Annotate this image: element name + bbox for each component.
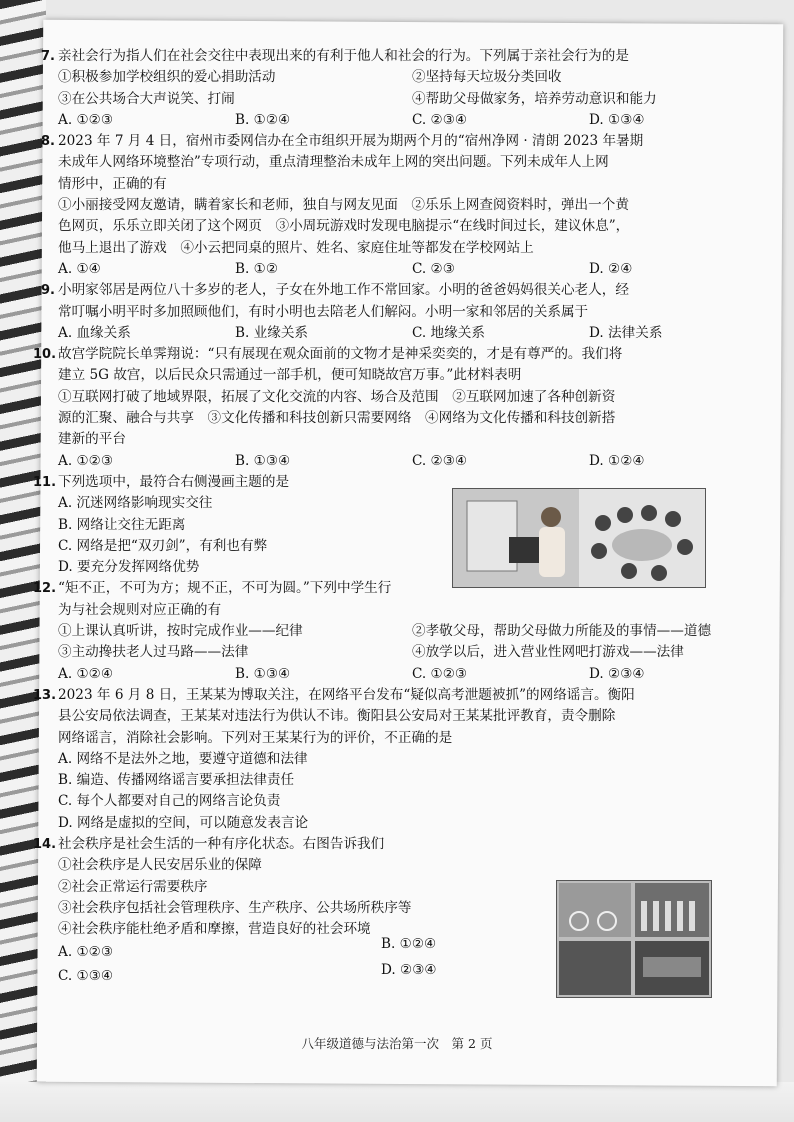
photo-bicycles [559, 883, 631, 937]
options-row [58, 960, 476, 987]
option-c: C. ②③④ [412, 111, 468, 128]
option-d: D. ①③④ [589, 111, 645, 128]
question-stem-line: 建立 5G 故宫，以后民众只需通过一部手机，便可知晓故宫万事。”此材料表明 [58, 367, 522, 384]
option-d: D. ①②④ [589, 452, 645, 469]
option-a: A. ①④ [58, 260, 101, 277]
statement-row [58, 89, 766, 110]
options-row [58, 110, 766, 131]
option-b: B. 网络让交往无距离 [58, 516, 186, 533]
question-stem-line: ①互联网打破了地域界限，拓展了文化交流的内容、场合及范围 ②互联网加速了各种创新资 [58, 388, 616, 405]
question-8 [41, 131, 766, 280]
question-number: 8. [41, 134, 55, 150]
option-c: C. ①③④ [58, 967, 114, 984]
option-a: A. ①②③ [58, 944, 114, 961]
option-b: B. ①②④ [381, 936, 437, 953]
question-stem: 亲社会行为指人们在社会交往中表现出来的有利于他人和社会的行为。下列属于亲社会行为的是 [58, 48, 629, 64]
question-stem-line: 2023 年 6 月 8 日，王某某为博取关注，在网络平台发布“疑似高考泄题被抓”的网络谣言。衡阳 [58, 686, 635, 703]
question-7 [41, 46, 766, 131]
question-number: 11. [33, 474, 57, 490]
option-c: C. 每个人都要对自己的网络言论负责 [58, 793, 281, 810]
question-stem-line: 故宫学院院长单霁翔说：“只有展现在观众面前的文物才是神采奕奕的，才是有尊严的。我们将 [58, 346, 623, 363]
option-a: A. ①②③ [58, 452, 114, 469]
machine [643, 957, 701, 977]
statement: ①社会秩序是人民安居乐业的保障 [58, 857, 262, 874]
question-number: 7. [41, 49, 55, 64]
question-stem-line: 源的汇聚、融合与共享 ③文化传播和科技创新只需要网络 ④网络为文化传播和科技创新搭 [58, 410, 616, 427]
question-13 [33, 685, 766, 834]
option-b: B. 编造、传播网络谣言要承担法律责任 [58, 772, 295, 789]
option-b: B. ①③④ [235, 665, 291, 682]
question-stem: 下列选项中，最符合右侧漫画主题的是 [58, 473, 290, 490]
question-stem-line: 色网页，乐乐立即关闭了这个网页 ③小周玩游戏时发现电脑提示“在线时间过长，建议休息”， [58, 218, 630, 235]
table [612, 529, 672, 561]
person-head [651, 565, 667, 581]
person-head [591, 543, 607, 559]
question-stem-line: 县公安局依法调查，王某某对违法行为供认不讳。衡阳县公安局对王某某批评教育，责令删除 [58, 708, 616, 725]
person-head [541, 507, 561, 527]
question-9 [41, 280, 766, 344]
options-row [58, 664, 766, 685]
person-head [665, 511, 681, 527]
option-b: B. ①② [235, 260, 279, 277]
statement: ③主动搀扶老人过马路——法律 [58, 644, 249, 661]
person [689, 901, 695, 931]
options-row [58, 323, 766, 344]
statement-row [58, 67, 766, 88]
comic-drawing [453, 489, 705, 587]
question-stem-line: 情形中，正确的有 [58, 175, 167, 192]
option-b: B. 业缘关系 [235, 324, 309, 341]
options-row [58, 451, 766, 472]
person [653, 901, 659, 931]
option-c: C. 地缘关系 [412, 324, 485, 341]
option-a: A. ①②③ [58, 111, 114, 128]
person-head [641, 505, 657, 521]
question-number: 13. [33, 687, 57, 703]
question-number: 12. [33, 581, 57, 597]
computer-screen [509, 537, 543, 563]
person [677, 901, 683, 931]
question-stem-line: 2023 年 7 月 4 日，宿州市委网信办在全市组织开展为期两个月的“宿州净网 · 清朗 2023 年暑期 [58, 133, 644, 150]
question-stem-line: ①小丽接受网友邀请，瞒着家长和老师，独自与网友见面 ②乐乐上网查阅资料时，弹出一个黄 [58, 197, 629, 214]
statement: ①上课认真听讲，按时完成作业——纪律 [58, 623, 303, 640]
statement-row [58, 642, 766, 663]
statement: ①积极参加学校组织的爱心捐助活动 [58, 69, 276, 86]
statement: ④社会秩序能杜绝矛盾和摩擦，营造良好的社会环境 [58, 921, 371, 938]
question-stem-line: 小明家邻居是两位八十多岁的老人，子女在外地工作不常回家。小明的爸爸妈妈很关心老人，经 [58, 282, 629, 299]
question-stem-line: 社会秩序是社会生活的一种有序化状态。右图告诉我们 [58, 835, 385, 852]
option-d: D. 网络是虚拟的空间，可以随意发表言论 [58, 814, 309, 831]
question-stem-line: 他马上退出了游戏 ④小云把同桌的照片、姓名、家庭住址等都发在学校网站上 [58, 239, 534, 256]
option-a: A. 血缘关系 [58, 324, 131, 341]
page-footer: 八年级道德与法治第一次 第 2 页 [301, 1036, 493, 1051]
person-body [539, 527, 565, 577]
option-d: D. 法律关系 [589, 324, 663, 341]
comic-illustration [452, 488, 706, 588]
option-a: A. 沉迷网络影响现实交往 [58, 495, 213, 512]
options-row [58, 259, 766, 280]
background-table [0, 1082, 794, 1122]
person-head [677, 539, 693, 555]
statement: ④帮助父母做家务，培养劳动意识和能力 [412, 90, 657, 107]
question-number: 10. [33, 347, 57, 363]
person-head [595, 515, 611, 531]
question-12 [33, 578, 766, 684]
question-10 [33, 344, 766, 472]
question-stem-line: 网络谣言，消除社会影响。下列对王某某行为的评价，不正确的是 [58, 729, 453, 746]
option-b: B. ①③④ [235, 452, 291, 469]
option-a: A. ①②④ [58, 665, 114, 682]
option-c: C. ①②③ [412, 665, 468, 682]
option-b: B. ①②④ [235, 111, 291, 128]
option-d: D. ②③④ [589, 665, 645, 682]
statement: ④放学以后，进入营业性网吧打游戏——法律 [412, 644, 684, 661]
option-d: D. ②④ [589, 260, 633, 277]
person [641, 901, 647, 931]
person [665, 901, 671, 931]
statement: ②坚持每天垃圾分类回收 [412, 69, 562, 86]
option-a: A. 网络不是法外之地，要遵守道德和法律 [58, 750, 308, 767]
option-d: D. 要充分发挥网络优势 [58, 559, 200, 576]
question-stem-line: 为与社会规则对应正确的有 [58, 601, 222, 618]
option-c: C. 网络是把“双刃剑”，有利也有弊 [58, 537, 268, 554]
person-head [617, 507, 633, 523]
statement: ③社会秩序包括社会管理秩序、生产秩序、公共场所秩序等 [58, 899, 412, 916]
question-stem-line: 建新的平台 [58, 431, 126, 448]
option-c: C. ②③④ [412, 452, 468, 469]
statement-row [58, 621, 766, 642]
photo-meeting [559, 941, 631, 995]
option-d: D. ②③④ [381, 961, 437, 978]
social-order-photos [556, 880, 712, 998]
statement: ②孝敬父母，帮助父母做力所能及的事情——道德 [412, 623, 712, 640]
question-stem-line: 常叮嘱小明平时多加照顾他们，有时小明也去陪老人们解闷。小明一家和邻居的关系属于 [58, 303, 589, 320]
question-number: 14. [33, 836, 57, 852]
photo-grid [557, 881, 711, 997]
question-stem-line: 未成年人网络环境整治”专项行动，重点清理整治未成年上网的突出问题。下列未成年人上网 [58, 154, 609, 171]
statement: ③在公共场合大声说笑、打闹 [58, 90, 235, 107]
person-head [621, 563, 637, 579]
question-stem-line: “矩不正，不可为方；规不正，不可为圆。”下列中学生行 [58, 580, 392, 597]
option-c: C. ②③ [412, 260, 455, 277]
statement: ②社会正常运行需要秩序 [58, 878, 208, 895]
question-number: 9. [41, 283, 55, 299]
